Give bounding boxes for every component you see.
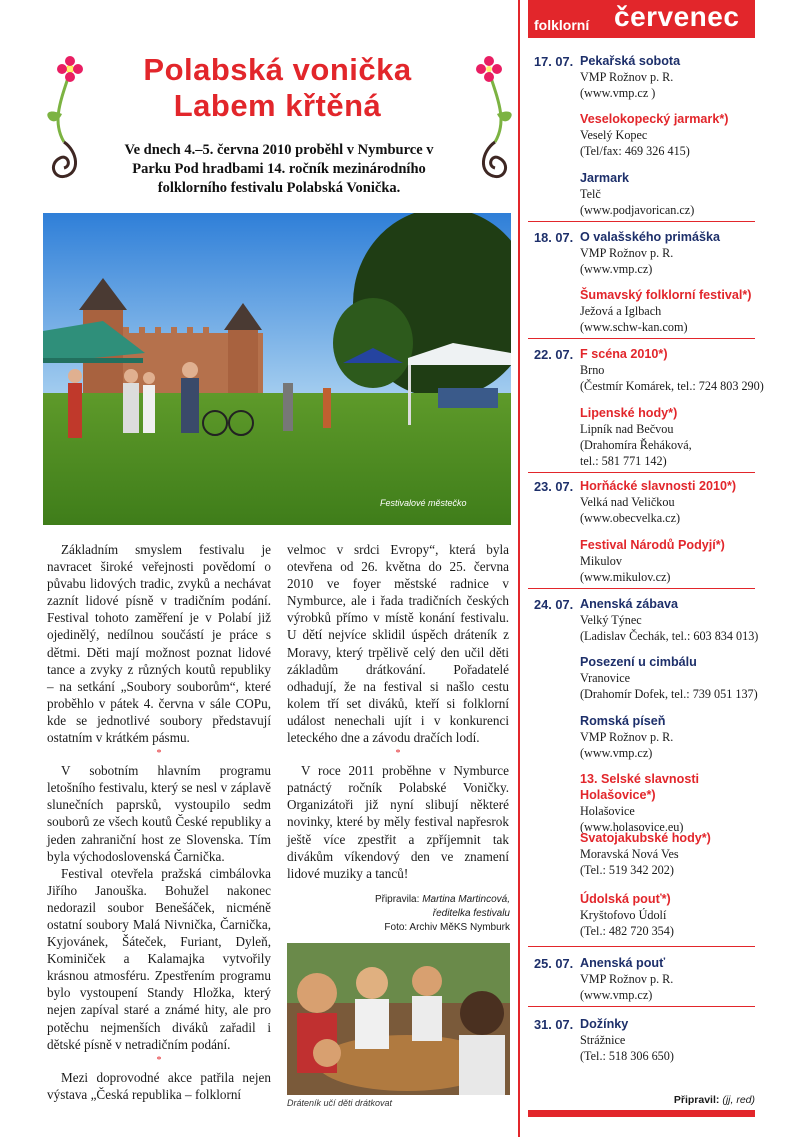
- event-date: 22. 07.: [534, 347, 574, 362]
- event-item: [580, 596, 770, 644]
- event-name: 13. Selské slavnosti Holašovice*): [580, 772, 700, 802]
- event-name: Anenská zábava: [580, 597, 679, 611]
- event-detail: Lipník nad Bečvou: [580, 422, 674, 436]
- event-item: [580, 478, 770, 526]
- calendar-header-small: folklorní: [534, 17, 590, 33]
- event-item: [580, 346, 770, 394]
- event-detail: VMP Rožnov p. R.: [580, 730, 674, 744]
- event-detail: (Tel.: 482 720 354): [580, 924, 674, 939]
- separator-star: *: [156, 1054, 162, 1066]
- separator-star: *: [395, 748, 401, 760]
- event-item: [580, 111, 770, 159]
- event-date: 23. 07.: [534, 479, 574, 494]
- event-name: O valašského primáška: [580, 230, 721, 244]
- event-detail: (www.vmp.cz): [580, 262, 653, 277]
- article-paragraph: Festival otevřela pražská cimbálovka Jiřího Janouška. Bohužel nakonec nedorazil soubor Benešáček, nicméně ostatní soubory Malá Nivnička, Čarnička, Kyjovánek, Šáteček, Furiant, Dyleň, Kominiček a Kalamajka vytvořily krásnou atmosféru. Zpestřením programu bylo vystoupení Standy Hložka, který nejen zapíval staré a známé hity, ale pro potěchu nejmenších diváků zařadil i dětské písně v netradičním podání.: [47, 865, 271, 1052]
- calendar-credit-value: (jj, red): [722, 1094, 755, 1106]
- wire-craft-photo: [287, 943, 510, 1095]
- event-detail: VMP Rožnov p. R.: [580, 246, 674, 260]
- calendar-credit-label: Připravil:: [673, 1094, 720, 1106]
- event-detail: Telč: [580, 187, 601, 201]
- event-item: [580, 830, 770, 878]
- wire-craft-photo-caption: Dráteník učí děti drátkovat: [287, 1098, 393, 1108]
- event-date: 25. 07.: [534, 956, 574, 971]
- event-item: [580, 537, 770, 585]
- event-item: [580, 53, 770, 101]
- event-item: [580, 287, 770, 335]
- article-paragraph: Základním smyslem festivalu je navracet široké veřejnosti povědomí o půvabu lidových tradic, zvyků a nechávat zaznít lidové písně v tradičním podání. Festival tohoto zaměření je v Polabí již ojedinělý, nedílnou součástí je práce s dětmi. Děti mají možnost poznat lidové tance a zvyky z různých koutů republiky – na setkání „Soubory souborům“, které proběhlo v pátek 4. června v sále COPu, kde se jednotlivé soubory představují ostatním v krátkém pásmu.: [47, 542, 271, 746]
- event-name: Romská píseň: [580, 714, 666, 728]
- event-detail: tel.: 581 771 142): [580, 454, 667, 469]
- event-name: Anenská pouť: [580, 956, 666, 970]
- calendar-header: [528, 0, 755, 38]
- article-credits: [300, 893, 510, 935]
- article-paragraph: V sobotním hlavním programu letošního festivalu, který se nesl v záplavě slunečních paprsků, vystoupilo sedm souborů ze všech koutů České republiky a jeden zahraniční host ze Slovenska. Tím byla východoslovenská Čarnička.: [47, 763, 271, 864]
- calendar-header-month: červenec: [614, 1, 740, 32]
- date-separator: [528, 221, 755, 222]
- event-item: [580, 1016, 770, 1064]
- article-paragraph: velmoc v srdci Evropy“, která byla otevřena od 26. května do 25. června 2010 ve foyer městské radnice v Nymburce, ale i řada tradičních českých výrobků přímo v místě konání festivalu. U dětí nejvíce sklidil úspěch dráteník z Moravy, který trpělivě celý den učil děti základům drátkování. Pořadatelé odhadují, že na festival si našlo cestu kolem tří set diváků, kteří si folklorní událost nenechali ujít i v konkurenci leteckého dne a závodu dračích lodí.: [287, 542, 509, 746]
- credit-role: ředitelka festivalu: [432, 908, 510, 919]
- event-detail: (Ladislav Čechák, tel.: 603 834 013): [580, 629, 759, 644]
- event-detail: Ježová a Iglbach: [580, 304, 662, 318]
- column-divider: [518, 0, 520, 1137]
- article-title: [95, 52, 460, 124]
- article-column-1: [47, 541, 271, 1103]
- event-item: [580, 229, 770, 277]
- date-separator: [528, 338, 755, 339]
- event-detail: (www.mikulov.cz): [580, 570, 671, 585]
- article-lead: Ve dnech 4.–5. června 2010 proběhl v Nymburce v Parku Pod hradbami 14. ročník mezinárodního folklorního festivalu Polabská Vonička.: [124, 142, 434, 196]
- event-date: 18. 07.: [534, 230, 574, 245]
- event-detail: (www.vmp.cz ): [580, 86, 656, 101]
- event-detail: Brno: [580, 363, 605, 377]
- event-detail: (Drahomír Dofek, tel.: 739 051 137): [580, 687, 758, 702]
- article-paragraph: V roce 2011 proběhne v Nymburce patnáctý ročník Polabské Voničky. Organizátoři již nyní slibují některé novinky, které by měly festival napřesrok ještě více zpestřit a zpříjemnit tak divákům víkendový den ve znamení lidové muziky a tanců!: [287, 763, 509, 881]
- event-name: Lipenské hody*): [580, 406, 678, 420]
- event-name: Pekařská sobota: [580, 54, 681, 68]
- event-detail: Veselý Kopec: [580, 128, 648, 142]
- event-name: Posezení u cimbálu: [580, 655, 697, 669]
- calendar-footer-bar: [528, 1110, 755, 1117]
- event-detail: Vranovice: [580, 671, 631, 685]
- separator-star: *: [156, 748, 162, 760]
- event-detail: (www.schw-kan.com): [580, 320, 688, 335]
- article-paragraph: Mezi doprovodné akce patřila nejen výstava „Česká republika – folklorní: [47, 1069, 271, 1102]
- calendar-credit: [650, 1094, 755, 1106]
- article-column-2: [287, 541, 509, 882]
- event-detail: (Tel/fax: 469 326 415): [580, 144, 690, 159]
- event-detail: VMP Rožnov p. R.: [580, 972, 674, 986]
- event-name: Svatojakubské hody*): [580, 831, 711, 845]
- event-detail: (www.obecvelka.cz): [580, 511, 681, 526]
- event-name: Šumavský folklorní festival*): [580, 288, 752, 302]
- date-separator: [528, 472, 755, 473]
- flower-ornament-right-icon: [455, 52, 519, 188]
- date-separator: [528, 946, 755, 947]
- festival-photo: [43, 213, 511, 525]
- event-detail: (www.vmp.cz): [580, 746, 653, 761]
- event-detail: Kryštofovo Údolí: [580, 908, 667, 922]
- festival-photo-caption: Festivalové městečko: [380, 498, 467, 508]
- event-date: 17. 07.: [534, 54, 574, 69]
- date-separator: [528, 1006, 755, 1007]
- credit-photo: Foto: Archiv MěKS Nymburk: [384, 922, 510, 933]
- article-title-line2: Labem křtěná: [173, 88, 382, 123]
- event-detail: Moravská Nová Ves: [580, 847, 679, 861]
- event-item: [580, 771, 770, 835]
- event-name: Veselokopecký jarmark*): [580, 112, 729, 126]
- event-item: [580, 713, 770, 761]
- event-detail: (www.podjavorican.cz): [580, 203, 695, 218]
- event-detail: Mikulov: [580, 554, 622, 568]
- event-detail: Velká nad Veličkou: [580, 495, 675, 509]
- event-detail: (Tel.: 518 306 650): [580, 1049, 674, 1064]
- event-detail: Strážnice: [580, 1033, 626, 1047]
- event-item: [580, 891, 770, 939]
- event-detail: (Drahomíra Řeháková,: [580, 438, 692, 453]
- event-detail: (www.vmp.cz): [580, 988, 653, 1003]
- event-detail: (Tel.: 519 342 202): [580, 863, 674, 878]
- event-detail: (www.holasovice.eu): [580, 820, 684, 835]
- event-detail: Velký Týnec: [580, 613, 642, 627]
- event-name: Dožínky: [580, 1017, 629, 1031]
- event-item: [580, 955, 770, 1003]
- credit-author: Martina Martincová,: [422, 894, 510, 905]
- event-item: [580, 405, 770, 470]
- event-detail: (Čestmír Komárek, tel.: 724 803 290): [580, 379, 764, 394]
- event-name: Festival Národů Podyjí*): [580, 538, 725, 552]
- event-name: Jarmark: [580, 171, 630, 185]
- event-date: 24. 07.: [534, 597, 574, 612]
- event-name: F scéna 2010*): [580, 347, 668, 361]
- event-name: Údolská pouť*): [580, 892, 671, 906]
- event-detail: VMP Rožnov p. R.: [580, 70, 674, 84]
- event-name: Horňácké slavnosti 2010*): [580, 479, 737, 493]
- event-date: 31. 07.: [534, 1017, 574, 1032]
- credit-label: Připravila:: [374, 894, 423, 905]
- event-detail: Holašovice: [580, 804, 635, 818]
- event-item: [580, 170, 770, 218]
- event-item: [580, 654, 770, 702]
- date-separator: [528, 588, 755, 589]
- article-title-line1: Polabská vonička: [143, 52, 412, 87]
